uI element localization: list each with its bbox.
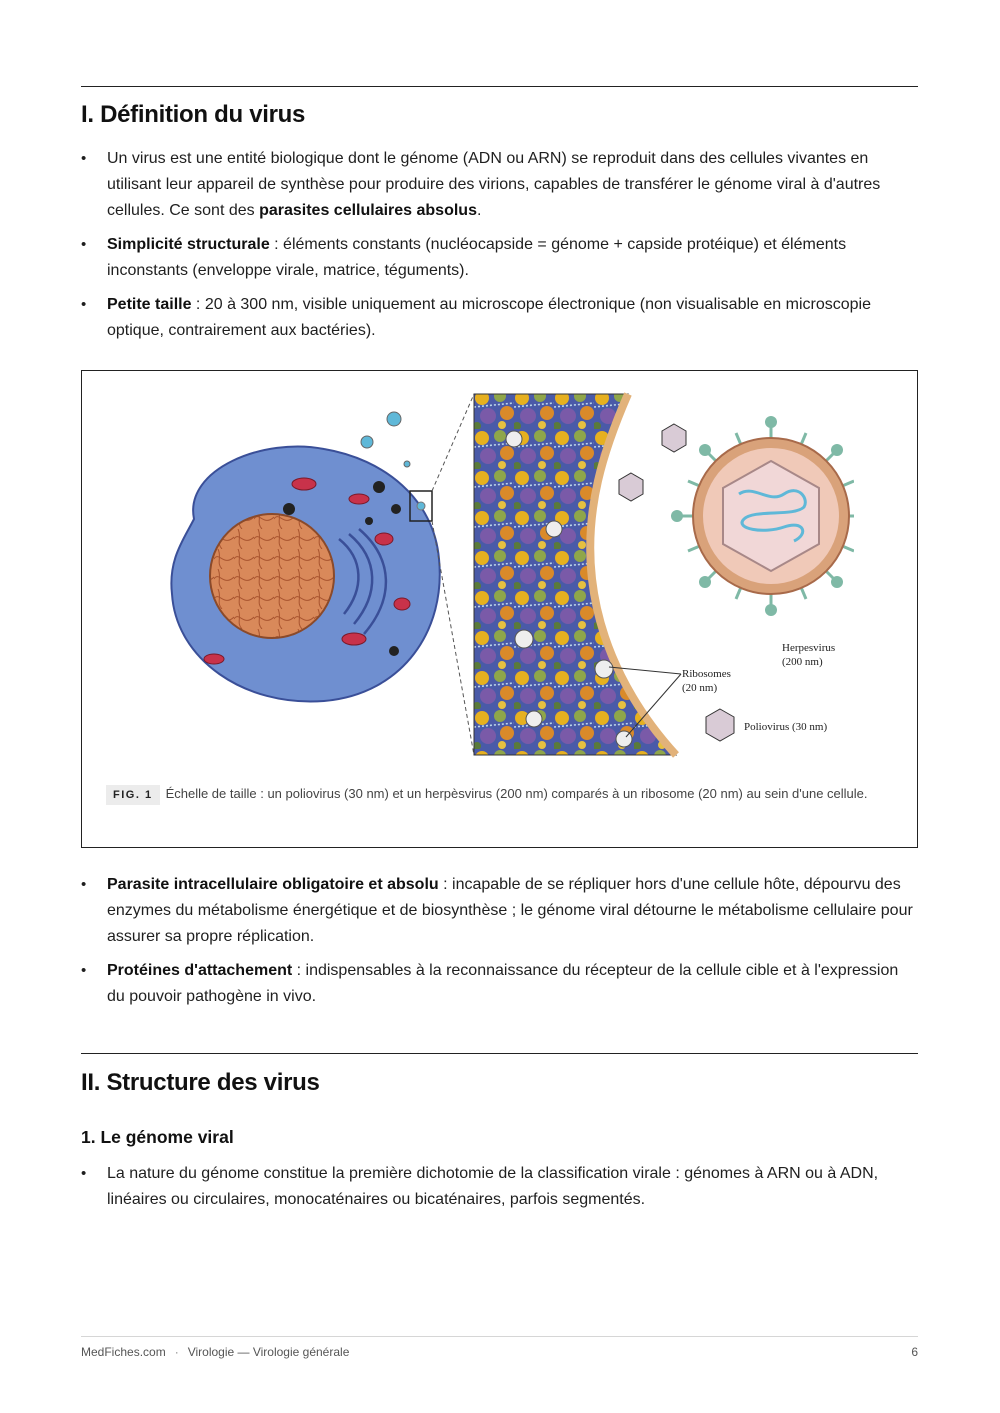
footer-divider bbox=[81, 1336, 918, 1337]
subsection-title: 1. Le génome viral bbox=[81, 1127, 234, 1147]
list-item: • Parasite intracellulaire obligatoire et absolu : incapable de se répliquer hors d'une cellule hôte, dépourvu des enzymes du métabolisme énergétique et de biosynthèse ; le génome viral détourne le métabolisme cellulaire pour assurer sa propre réplication. bbox=[81, 872, 918, 950]
nucleus bbox=[210, 514, 334, 638]
label-herpes-size: (200 nm) bbox=[782, 656, 823, 668]
section-title: I. Définition du virus bbox=[81, 101, 306, 128]
section-divider bbox=[81, 1053, 918, 1054]
figure-box bbox=[81, 370, 918, 848]
bullet-icon: • bbox=[81, 150, 87, 167]
bullet-icon: • bbox=[81, 296, 87, 313]
list-item: • Protéines d'attachement : indispensables à la reconnaissance du récepteur de la cellule cible et à l'expression du pouvoir pathogène in vivo. bbox=[81, 958, 918, 1010]
section-title: II. Structure des virus bbox=[81, 1069, 320, 1096]
list-item: • La nature du génome constitue la première dichotomie de la classification virale : génomes à ARN ou à ADN, linéaires ou circulaires, monocaténaires ou bicaténaires, parfois segmentés. bbox=[81, 1161, 918, 1213]
label-polio: Poliovirus (30 nm) bbox=[744, 721, 828, 733]
page-footer bbox=[81, 1345, 918, 1359]
bullet-icon: • bbox=[81, 236, 87, 253]
cytoplasm-zoom bbox=[474, 394, 676, 755]
poliovirus-illustration bbox=[706, 709, 734, 741]
bullet-list bbox=[81, 872, 918, 1018]
virus-size-illustration bbox=[154, 389, 854, 779]
label-ribosomes: Ribosomes bbox=[682, 668, 731, 680]
footer-path: Virologie — Virologie générale bbox=[187, 1345, 350, 1359]
figure-caption: FIG. 1 Échelle de taille : un poliovirus (30 nm) et un herpèsvirus (200 nm) comparés à un ribosome (20 nm) au sein d'une cellule. bbox=[106, 785, 896, 805]
bullet-icon: • bbox=[81, 1165, 87, 1182]
document-page bbox=[81, 0, 918, 1413]
footer-site: MedFiches.com bbox=[81, 1345, 166, 1359]
footer-separator: · bbox=[174, 1345, 179, 1359]
herpesvirus-illustration bbox=[671, 416, 854, 616]
figure-tag: FIG. 1 bbox=[106, 785, 160, 805]
page-number: 6 bbox=[911, 1345, 918, 1359]
list-item: • Petite taille : 20 à 300 nm, visible uniquement au microscope électronique (non visualisable en microscopie optique, contrairement aux bactéries). bbox=[81, 292, 918, 344]
bullet-list bbox=[81, 146, 918, 352]
bullet-icon: • bbox=[81, 876, 87, 893]
label-ribosomes-size: (20 nm) bbox=[682, 682, 718, 694]
bullet-list bbox=[81, 1161, 918, 1221]
list-item: • Simplicité structurale : éléments constants (nucléocapside = génome + capside protéique) et éléments inconstants (enveloppe virale, matrice, téguments). bbox=[81, 232, 918, 284]
list-item: • Un virus est une entité biologique dont le génome (ADN ou ARN) se reproduit dans des cellules vivantes en utilisant leur appareil de synthèse pour produire des virions, capables de transférer le génome viral à d'autres cellules. Ce sont des parasites cellulaires absolus. bbox=[81, 146, 918, 224]
label-herpes: Herpesvirus bbox=[782, 642, 836, 654]
section-divider bbox=[81, 86, 918, 87]
bullet-icon: • bbox=[81, 962, 87, 979]
